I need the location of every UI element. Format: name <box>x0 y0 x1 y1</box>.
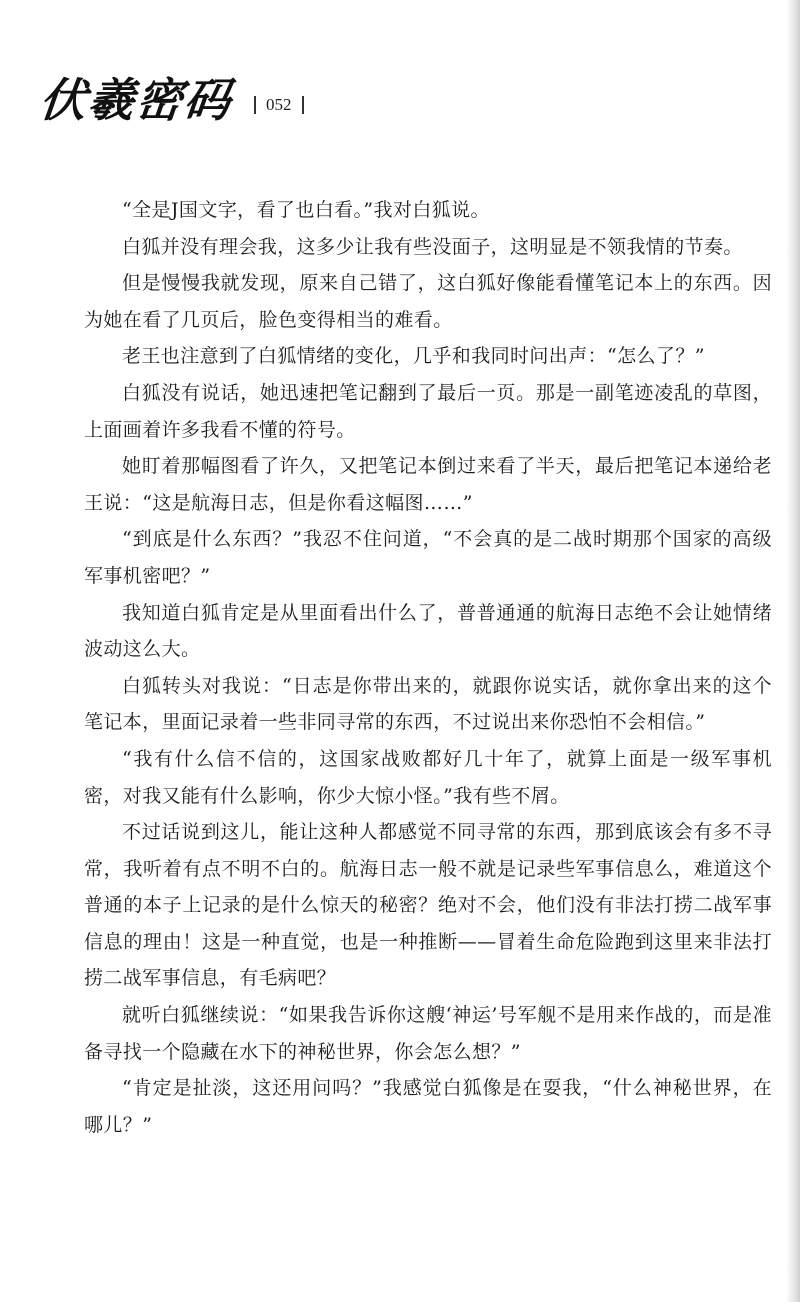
paragraph: 白狐没有说话，她迅速把笔记翻到了最后一页。那是一副笔迹凌乱的草图，上面画着许多我看不懂的符号。 <box>84 381 772 441</box>
book-title: 伏羲密码 <box>37 73 235 127</box>
page-number-right-bar <box>302 96 304 114</box>
paragraph: “肯定是扯淡，这还用问吗？”我感觉白狐像是在耍我，“什么神秘世界，在哪儿？” <box>84 1077 772 1136</box>
page-header <box>37 70 304 130</box>
paragraph: “到底是什么东西？”我忍不住问道，“不会真的是二战时期那个国家的高级军事机密吧？” <box>84 528 772 587</box>
page-number-left-bar <box>254 96 256 114</box>
paragraph: 但是慢慢我就发现，原来自己错了，这白狐好像能看懂笔记本上的东西。因为她在看了几页后，脸色变得相当的难看。 <box>84 272 772 331</box>
paragraph: “全是J国文字，看了也白看。”我对白狐说。 <box>122 199 490 221</box>
paragraph: 就听白狐继续说：“如果我告诉你这艘‘神运’号军舰不是用来作战的，而是准备寻找一个隐藏在水下的神秘世界，你会怎么想？” <box>84 1004 772 1063</box>
page-number-text: 052 <box>266 95 292 114</box>
paragraph: 白狐转头对我说：“日志是你带出来的，就跟你说实话，就你拿出来的这个笔记本，里面记录着一些非同寻常的东西，不过说出来你恐怕不会相信。” <box>84 674 772 734</box>
paragraph: 老王也注意到了白狐情绪的变化，几乎和我同时问出声：“怎么了？” <box>122 345 705 368</box>
paragraph: “我有什么信不信的，这国家战败都好几十年了，就算上面是一级军事机密，对我又能有什么影响，你少大惊小怪。”我有些不屑。 <box>84 747 772 807</box>
body-text <box>84 192 772 1143</box>
paragraph: 她盯着那幅图看了许久，又把笔记本倒过来看了半天，最后把笔记本递给老王说：“这是航海日志，但是你看这幅图……” <box>84 455 772 514</box>
paragraph: 不过话说到这儿，能让这种人都感觉不同寻常的东西，那到底该会有多不寻常，我听着有点不明不白的。航海日志一般不就是记录些军事信息么，难道这个普通的本子上记录的是什么惊天的秘密？绝对不会，他们没有非法打捞二战军事信息的理由！这是一种直觉，也是一种推断——冒着生命危险跑到这里来非法打捞二战军事信息，有毛病吧？ <box>84 821 772 990</box>
paragraph: 白狐并没有理会我，这多少让我有些没面子，这明显是不领我情的节奏。 <box>122 235 743 258</box>
paragraph: 我知道白狐肯定是从里面看出什么了，普普通通的航海日志绝不会让她情绪波动这么大。 <box>84 601 772 661</box>
page-edge-shadow <box>786 0 800 1302</box>
page-number <box>254 95 304 115</box>
